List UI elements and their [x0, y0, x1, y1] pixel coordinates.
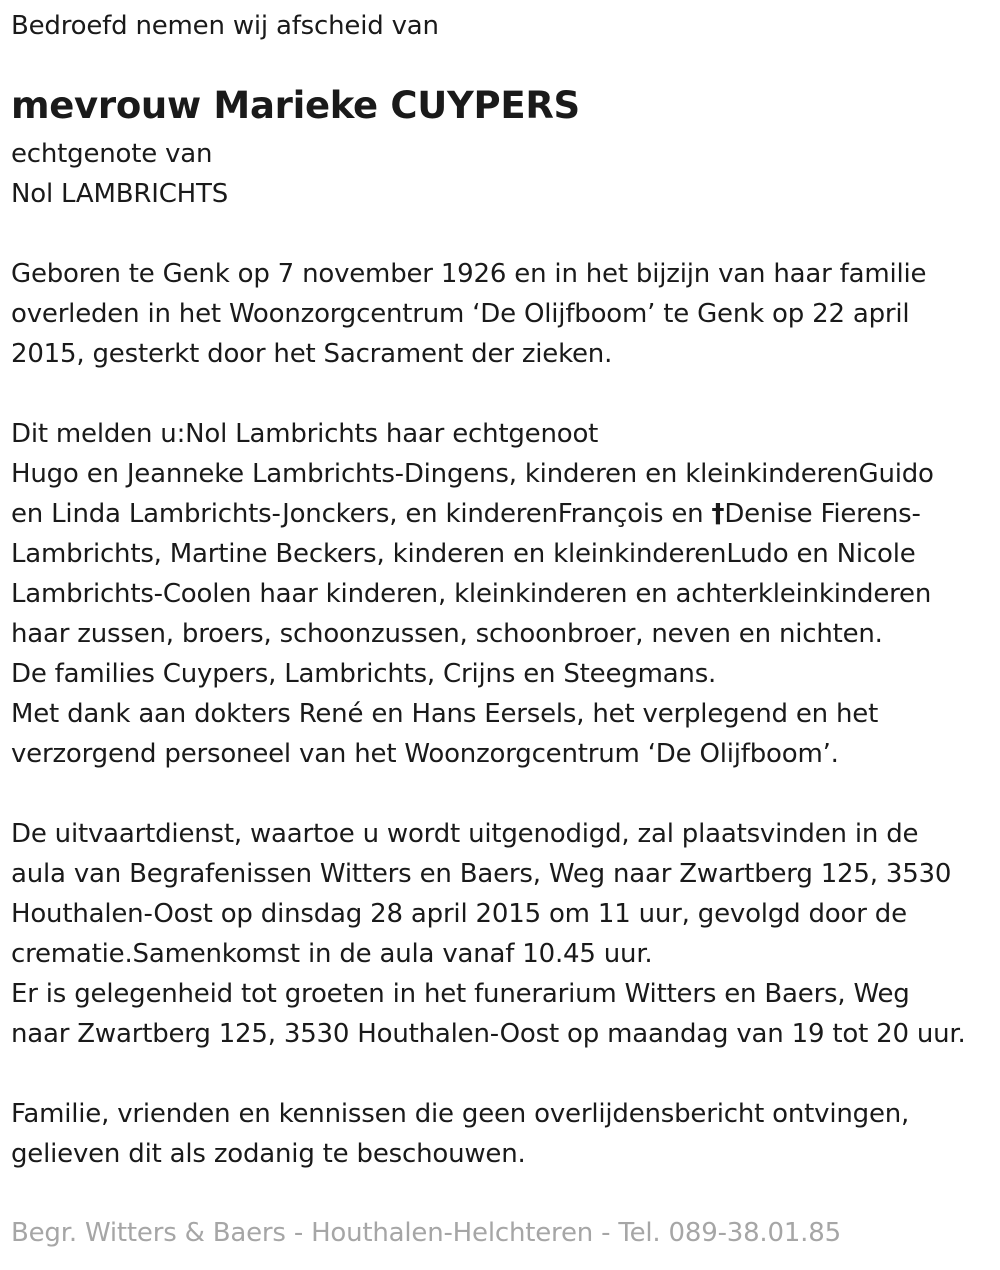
paragraph-line: verzorgend personeel van het Woonzorgcentrum ‘De Olijfboom’. — [11, 739, 839, 769]
paragraph-line: aula van Begrafenissen Witters en Baers, Weg naar Zwartberg 125, 3530 — [11, 859, 952, 889]
paragraph-line: Dit melden u:Nol Lambrichts haar echtgenoot — [11, 419, 599, 449]
paragraph-line: Hugo en Jeanneke Lambrichts-Dingens, kinderen en kleinkinderenGuido — [11, 459, 934, 489]
spouse-block — [11, 134, 228, 214]
paragraph-line: De families Cuypers, Lambrichts, Crijns en Steegmans. — [11, 659, 717, 689]
paragraph-line: Er is gelegenheid tot groeten in het funerarium Witters en Baers, Weg — [11, 979, 910, 1009]
paragraph-line: Met dank aan dokters René en Hans Eersels, het verplegend en het — [11, 699, 879, 729]
paragraph-line: Houthalen-Oost op dinsdag 28 april 2015 om 11 uur, gevolgd door de — [11, 899, 907, 929]
paragraph-line: crematie.Samenkomst in de aula vanaf 10.45 uur. — [11, 939, 653, 969]
paragraph-line: De uitvaartdienst, waartoe u wordt uitgenodigd, zal plaatsvinden in de — [11, 819, 919, 849]
service-paragraph — [11, 814, 966, 1054]
paragraph-line: Lambrichts, Martine Beckers, kinderen en kleinkinderenLudo en Nicole — [11, 539, 916, 569]
line-segment: en Linda Lambrichts-Jonckers, en kinderenFrançois en — [11, 499, 712, 529]
paragraph-line: Geboren te Genk op 7 november 1926 en in het bijzijn van haar familie — [11, 259, 927, 289]
cross-icon: † — [711, 499, 725, 529]
paragraph-line: Familie, vrienden en kennissen die geen overlijdensbericht ontvingen, — [11, 1099, 910, 1129]
spouse-name: Nol LAMBRICHTS — [11, 179, 229, 209]
family-paragraph — [11, 414, 934, 774]
funeral-home-footer: Begr. Witters & Baers - Houthalen-Helchteren - Tel. 089-38.01.85 — [11, 1218, 841, 1248]
paragraph-line: gelieven dit als zodanig te beschouwen. — [11, 1139, 526, 1169]
line-segment: Denise Fierens- — [724, 499, 921, 529]
intro-text: Bedroefd nemen wij afscheid van — [11, 11, 439, 41]
deceased-name: mevrouw Marieke CUYPERS — [11, 84, 580, 127]
paragraph-line: overleden in het Woonzorgcentrum ‘De Olijfboom’ te Genk op 22 april — [11, 299, 910, 329]
paragraph-line: haar zussen, broers, schoonzussen, schoonbroer, neven en nichten. — [11, 619, 883, 649]
paragraph-line: naar Zwartberg 125, 3530 Houthalen-Oost op maandag van 19 tot 20 uur. — [11, 1019, 966, 1049]
paragraph-line: 2015, gesterkt door het Sacrament der zieken. — [11, 339, 613, 369]
birth-death-paragraph — [11, 254, 926, 374]
paragraph-line — [11, 494, 934, 534]
paragraph-line: Lambrichts-Coolen haar kinderen, kleinkinderen en achterkleinkinderen — [11, 579, 932, 609]
notice-paragraph — [11, 1094, 909, 1174]
spouse-line: echtgenote van — [11, 139, 213, 169]
